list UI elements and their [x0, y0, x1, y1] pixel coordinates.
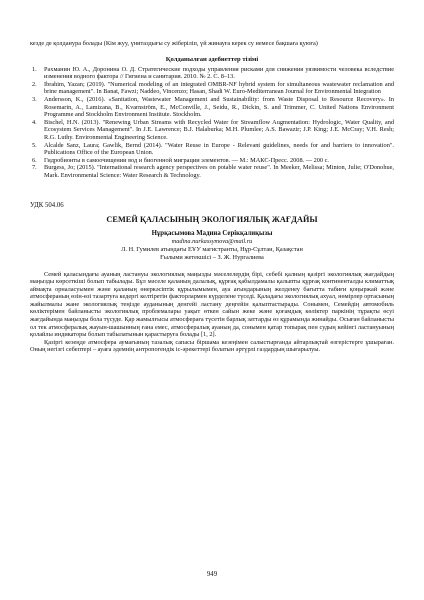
reference-text: Alcalde Sanz, Laura; Gawlik, Bernd (2014). "Water Reuse in Europe - Relevant guidelines, needs for and barriers to innovation". Publications Office of the European Union.: [44, 141, 394, 157]
reference-text: Burgess, Jo; (2015). "International research agency perspectives on potable water reuse". In Meeker, Melissa; Minton, Julie; O'Donohue, Mark. Environmental Science: Water Research & Technology.: [44, 164, 394, 179]
reference-item: [30, 81, 394, 96]
reference-text: Bischel, H.N. (2013). "Renewing Urban Streams with Recycled Water for Streamflow Augmentation: Hydrologic, Water Quality, and Ecosystem Services Management". In J.E. Lawrence; B.J. Halaburka; M.H. Plumlee; A.S. Bawazir; J.P. King; J.E. McCray; V.H. Resh; R.G. Luthy. Environmental Engineering Science.: [44, 118, 394, 141]
reference-number: 5.: [32, 141, 37, 149]
reference-number: 4.: [32, 118, 37, 126]
body-paragraph: Семей қаласындағы ауаның ластануы экологиялық маңызды мәселелердің бірі, себебі қалның қазіргі экологиялық жағдайдың маңызды көрсеткіші болып табылады. Бұл мәселе қаланың далалық, құрғақ қабылдамалы қалыпты құрғақ континенталды климаттық аймақта орналасуымен және қаланың өнеркәсіптік құрылымымен, ауа ағындарының желденеу бағытта табиғи қоңыржай және атмосфераның өзін-өзі тазартуға кедергі келтіретін факторлармен күрделене түседі. Қаладағы экологиялық ахуал, нөмірлер ортасының жайылмалы жане экологиялық теңізде ауданының денгейі ластану деңгейін қалыптастырады. Сонымен, Семейдің автомобиль көліктерімен байланысты экологиялық проблемалары уақыт өткен сайын жеке және қоғамдық көліктер паркінің тұрақты өсуі жағдайында маңызды бола түсуде. Қар жамылғысы атмосфераға түсетін барлық заттарды өз құрамында жинайды. Осыған байланысты ол тек атмосфералық жауын-шашынның ғана емес, атмосфералық ауаның да, сонымен қатар топырақ пен судың кейінгі ластануының қолайлы индикаторы болып табылатынын қарастыруға болады [1, 2].: [30, 270, 394, 339]
reference-number: 2.: [32, 80, 37, 88]
reference-text: Andersson, K., (2016). «Sanitation, Wastewater Management and Sustainability: from Waste Disposal to Resource Recovery». In Rosemarin, A., Lamizana, B., Kvarnström, E., McConville, J., Seidu, R., Dickin, S. and Trimmer, C. United Nations Environment Programme and Stockholm Environment Institute. Stockholm.: [44, 95, 394, 119]
intro-continuation: кезде де қолданура болады (Кім жуу, үнитаздығы су жіберіліп, үй жинауға керек су немесе бақшаға қуюға): [30, 40, 318, 47]
reference-number: 7.: [32, 164, 37, 172]
reference-number: 6.: [32, 156, 37, 164]
author-affiliation: Л. Н. Гумилев атындағы ЕҰУ магистранты, Нұр-Сұлтан, Қазақстан: [121, 245, 303, 253]
reference-item: [30, 66, 394, 81]
reference-text: Ibrahim, Yazan; (2019). "Numerical modeling of an integrated OMBR-NF hybrid system for simultaneous wastewater reclamation and brine management". In Banat, Fawzi; Naddeo, Vincenzo; Hasan, Shadi W. Euro-Mediterranean Journal for Environmental Integration: [44, 80, 394, 96]
references-list: [30, 66, 394, 180]
reference-item: [30, 157, 394, 165]
reference-item: [30, 142, 394, 157]
article-title: СЕМЕЙ ҚАЛАСЫНЫҢ ЭКОЛОГИЯЛЫҚ ЖАҒДАЙЫ: [106, 214, 318, 224]
reference-text: Гидробионты в самоочищении вод и биогенной миграции элементов. — М.: МАКС-Пресс. 2008. — 200 с.: [44, 156, 330, 164]
reference-item: [30, 119, 394, 142]
author-name: Нұрқасымова Мадина Серікқалиқызы: [151, 229, 273, 237]
page-number: 949: [206, 571, 218, 578]
reference-number: 1.: [32, 65, 37, 73]
author-email: madina.nurkassymova@mail.ru: [171, 237, 253, 245]
scientific-supervisor: Ғылыми жетекшісі – З. Ж. Нургалиева: [160, 253, 264, 261]
reference-number: 3.: [32, 95, 37, 103]
reference-item: [30, 96, 394, 119]
reference-text: Рахманин Ю. А., Доронина О. Д. Стратегические подходы управления рисками для снижения уязвимости человека вследствие изменения водного фактора // Гигиена и санитария. 2010. № 2. С. 8–13.: [44, 65, 394, 81]
reference-item: [30, 164, 394, 179]
udc-code: УДК 504.06: [30, 201, 64, 209]
body-paragraph: Қазіргі кезеңде атмосфера аумағының тазалық сапасы біршама кезеңімен салыстырғанда айтарлықтай өзгерістерге ұшыраған. Оның негізгі себептері – ауаға әдемнің антропогендік іс-әрекеттері болатын әртүрлі газдардың шығарылуы.: [30, 338, 394, 354]
references-heading: Қолданылған әдебиеттер тізімі: [165, 55, 259, 63]
